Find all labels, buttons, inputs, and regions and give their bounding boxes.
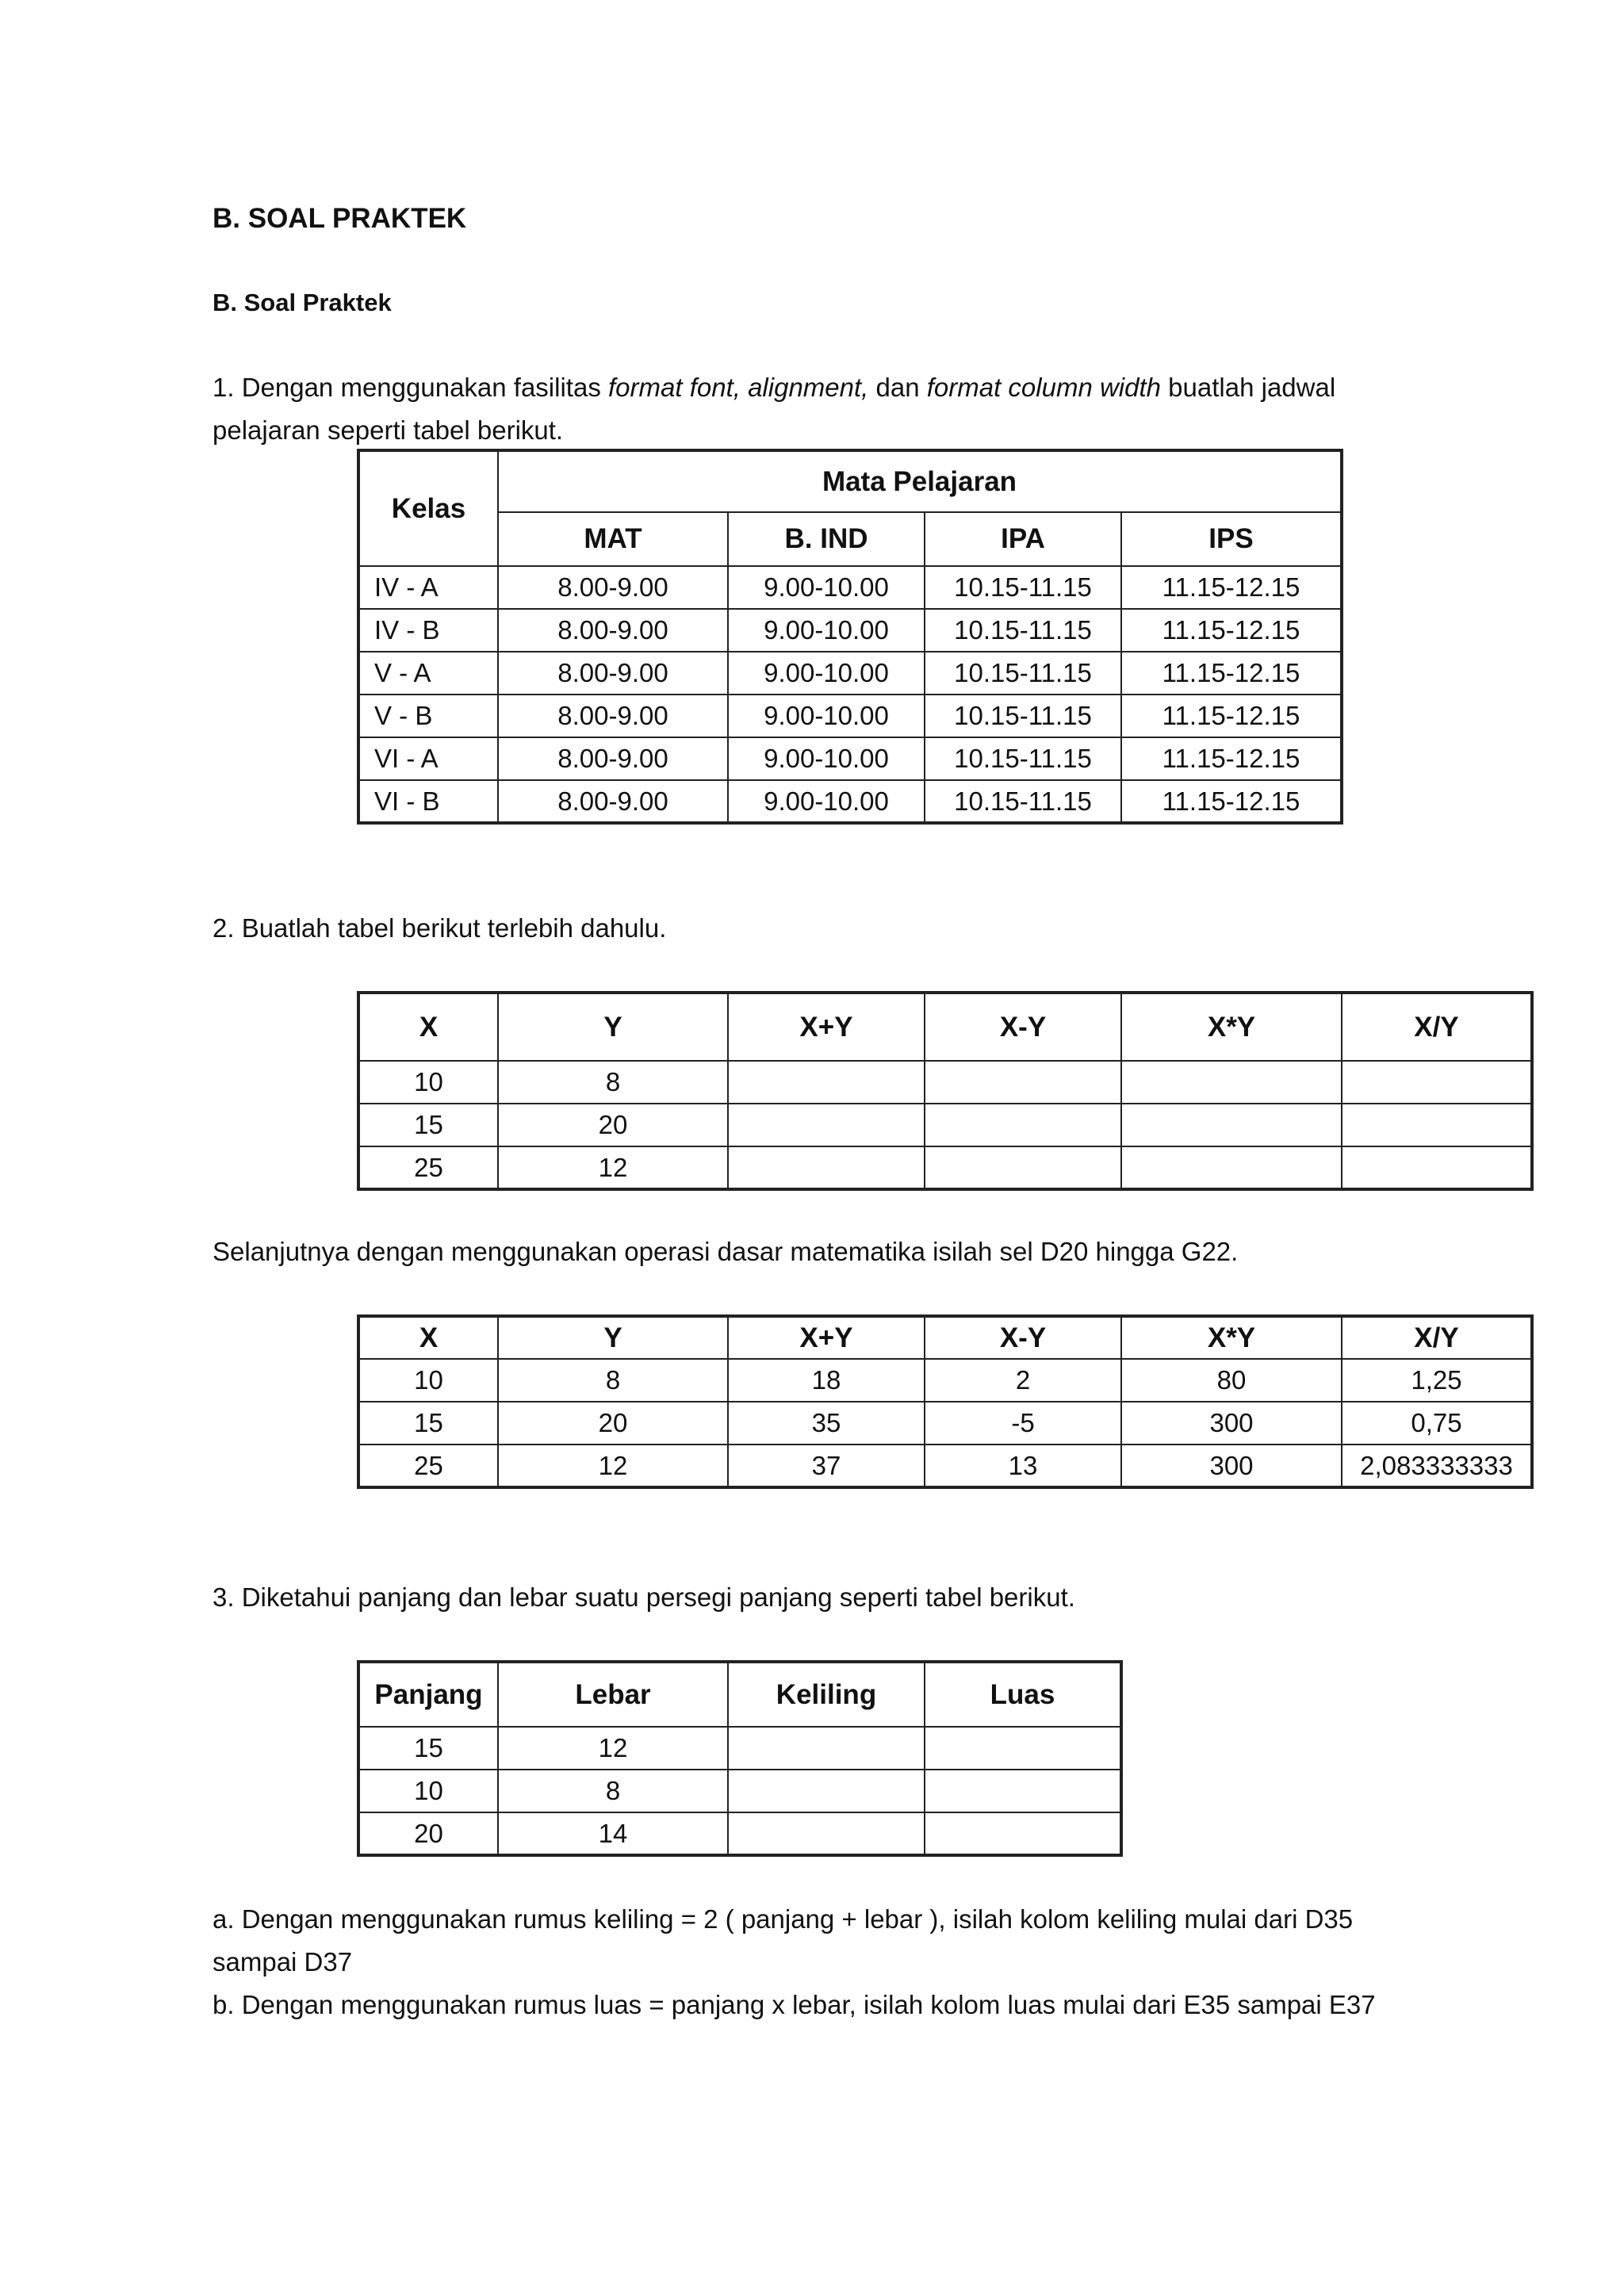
- header-cell: X*Y: [1121, 1316, 1342, 1359]
- cell: 25: [358, 1445, 498, 1487]
- header-subject: IPS: [1121, 512, 1342, 566]
- header-cell: X-Y: [925, 1316, 1121, 1359]
- cell: 10.15-11.15: [925, 566, 1121, 609]
- table-row: [358, 609, 1342, 652]
- cell: 37: [728, 1445, 925, 1487]
- header-cell: Luas: [925, 1662, 1121, 1727]
- cell: [1342, 1104, 1532, 1146]
- cell: 8.00-9.00: [498, 695, 728, 737]
- cell: 35: [728, 1402, 925, 1445]
- cell: 9.00-10.00: [728, 652, 925, 695]
- rectangle-table: [357, 1660, 1123, 1857]
- cell: [925, 1812, 1121, 1855]
- question-2-followup: Selanjutnya dengan menggunakan operasi dasar matematika isilah sel D20 hingga G22.: [213, 1237, 1239, 1266]
- header-subject: IPA: [925, 512, 1121, 566]
- header-cell: Y: [498, 993, 728, 1061]
- cell: [728, 1812, 925, 1855]
- cell: [925, 1146, 1121, 1189]
- cell: 10: [358, 1061, 498, 1104]
- q1-line2: pelajaran seperti tabel berikut.: [213, 415, 564, 445]
- header-mata-pelajaran: Mata Pelajaran: [498, 450, 1342, 512]
- cell: [925, 1061, 1121, 1104]
- cell: 11.15-12.15: [1121, 609, 1342, 652]
- cell: -5: [925, 1402, 1121, 1445]
- cell: 9.00-10.00: [728, 695, 925, 737]
- cell: VI - B: [358, 780, 498, 823]
- table-row: [358, 1445, 1532, 1487]
- header-cell: X+Y: [728, 1316, 925, 1359]
- question-3: 3. Diketahui panjang dan lebar suatu persegi panjang seperti tabel berikut.: [213, 1582, 1075, 1612]
- table-row: [358, 1359, 1532, 1402]
- cell: 8.00-9.00: [498, 737, 728, 780]
- cell: 10.15-11.15: [925, 695, 1121, 737]
- header-cell: X: [358, 993, 498, 1061]
- cell: 11.15-12.15: [1121, 695, 1342, 737]
- cell: 11.15-12.15: [1121, 737, 1342, 780]
- table-row: [358, 1770, 1121, 1812]
- cell: 13: [925, 1445, 1121, 1487]
- header-cell: Panjang: [358, 1662, 498, 1727]
- cell: 10.15-11.15: [925, 609, 1121, 652]
- cell: 8.00-9.00: [498, 566, 728, 609]
- cell: 18: [728, 1359, 925, 1402]
- cell: 10: [358, 1359, 498, 1402]
- cell: 300: [1121, 1402, 1342, 1445]
- table-row: [358, 737, 1342, 780]
- question-1: [213, 366, 1521, 452]
- cell: [728, 1727, 925, 1770]
- cell: V - A: [358, 652, 498, 695]
- schedule-table: [357, 449, 1343, 825]
- header-cell: X: [358, 1316, 498, 1359]
- cell: [1121, 1061, 1342, 1104]
- cell: [1121, 1104, 1342, 1146]
- q1-em1: format font, alignment,: [608, 373, 869, 402]
- table-row: [358, 652, 1342, 695]
- cell: 11.15-12.15: [1121, 652, 1342, 695]
- q1-mid: dan: [868, 373, 927, 402]
- header-cell: Y: [498, 1316, 728, 1359]
- question-3-instructions: [213, 1898, 1561, 2026]
- cell: [1121, 1146, 1342, 1189]
- cell: 15: [358, 1402, 498, 1445]
- cell: IV - B: [358, 609, 498, 652]
- cell: 10.15-11.15: [925, 737, 1121, 780]
- cell: 20: [498, 1402, 728, 1445]
- table-row: [358, 1104, 1532, 1146]
- header-cell: X/Y: [1342, 993, 1532, 1061]
- cell: [1342, 1146, 1532, 1189]
- header-kelas: Kelas: [358, 450, 498, 566]
- table-row: [358, 1146, 1532, 1189]
- page-heading: B. SOAL PRAKTEK: [213, 203, 467, 234]
- header-cell: X-Y: [925, 993, 1121, 1061]
- cell: 20: [498, 1104, 728, 1146]
- table-row: [358, 780, 1342, 823]
- cell: 300: [1121, 1445, 1342, 1487]
- cell: 1,25: [1342, 1359, 1532, 1402]
- xy-table-filled: [357, 1314, 1534, 1489]
- cell: 15: [358, 1104, 498, 1146]
- cell: 10.15-11.15: [925, 780, 1121, 823]
- question-2: 2. Buatlah tabel berikut terlebih dahulu.: [213, 913, 667, 943]
- table-row: [358, 566, 1342, 609]
- cell: [925, 1770, 1121, 1812]
- cell: 11.15-12.15: [1121, 566, 1342, 609]
- cell: IV - A: [358, 566, 498, 609]
- header-cell: X+Y: [728, 993, 925, 1061]
- section-subheading: B. Soal Praktek: [213, 289, 392, 316]
- cell: 9.00-10.00: [728, 780, 925, 823]
- header-cell: Keliling: [728, 1662, 925, 1727]
- cell: 12: [498, 1445, 728, 1487]
- table-row: [358, 1812, 1121, 1855]
- cell: 9.00-10.00: [728, 737, 925, 780]
- cell: 15: [358, 1727, 498, 1770]
- cell: 20: [358, 1812, 498, 1855]
- cell: V - B: [358, 695, 498, 737]
- q1-suffix: buatlah jadwal: [1161, 373, 1336, 402]
- cell: 11.15-12.15: [1121, 780, 1342, 823]
- header-cell: Lebar: [498, 1662, 728, 1727]
- cell: 8: [498, 1770, 728, 1812]
- cell: [1342, 1061, 1532, 1104]
- cell: [925, 1104, 1121, 1146]
- cell: 12: [498, 1146, 728, 1189]
- table-row: [358, 1402, 1532, 1445]
- cell: VI - A: [358, 737, 498, 780]
- cell: [925, 1727, 1121, 1770]
- q3-b-line: b. Dengan menggunakan rumus luas = panjang x lebar, isilah kolom luas mulai dari E35 sampai E37: [213, 1990, 1376, 2019]
- q3-a-line1: a. Dengan menggunakan rumus keliling = 2 ( panjang + lebar ), isilah kolom keliling mulai dari D35: [213, 1904, 1354, 1934]
- header-subject: B. IND: [728, 512, 925, 566]
- cell: [728, 1104, 925, 1146]
- cell: 8: [498, 1061, 728, 1104]
- cell: 8: [498, 1359, 728, 1402]
- cell: 10: [358, 1770, 498, 1812]
- table-row: [358, 695, 1342, 737]
- cell: 12: [498, 1727, 728, 1770]
- header-cell: X*Y: [1121, 993, 1342, 1061]
- cell: 80: [1121, 1359, 1342, 1402]
- table-row: [358, 1727, 1121, 1770]
- header-subject: MAT: [498, 512, 728, 566]
- xy-table-blank: [357, 991, 1534, 1191]
- cell: 0,75: [1342, 1402, 1532, 1445]
- header-cell: X/Y: [1342, 1316, 1532, 1359]
- cell: [728, 1061, 925, 1104]
- q1-em2: format column width: [926, 373, 1162, 402]
- cell: 25: [358, 1146, 498, 1189]
- cell: 9.00-10.00: [728, 609, 925, 652]
- cell: 10.15-11.15: [925, 652, 1121, 695]
- cell: 14: [498, 1812, 728, 1855]
- cell: 8.00-9.00: [498, 780, 728, 823]
- cell: 2: [925, 1359, 1121, 1402]
- table-row: [358, 1061, 1532, 1104]
- cell: 9.00-10.00: [728, 566, 925, 609]
- cell: [728, 1770, 925, 1812]
- cell: 8.00-9.00: [498, 652, 728, 695]
- cell: 8.00-9.00: [498, 609, 728, 652]
- q3-a-line2: sampai D37: [213, 1947, 353, 1976]
- q1-prefix: 1. Dengan menggunakan fasilitas: [213, 373, 608, 402]
- cell: [728, 1146, 925, 1189]
- cell: 2,083333333: [1342, 1445, 1532, 1487]
